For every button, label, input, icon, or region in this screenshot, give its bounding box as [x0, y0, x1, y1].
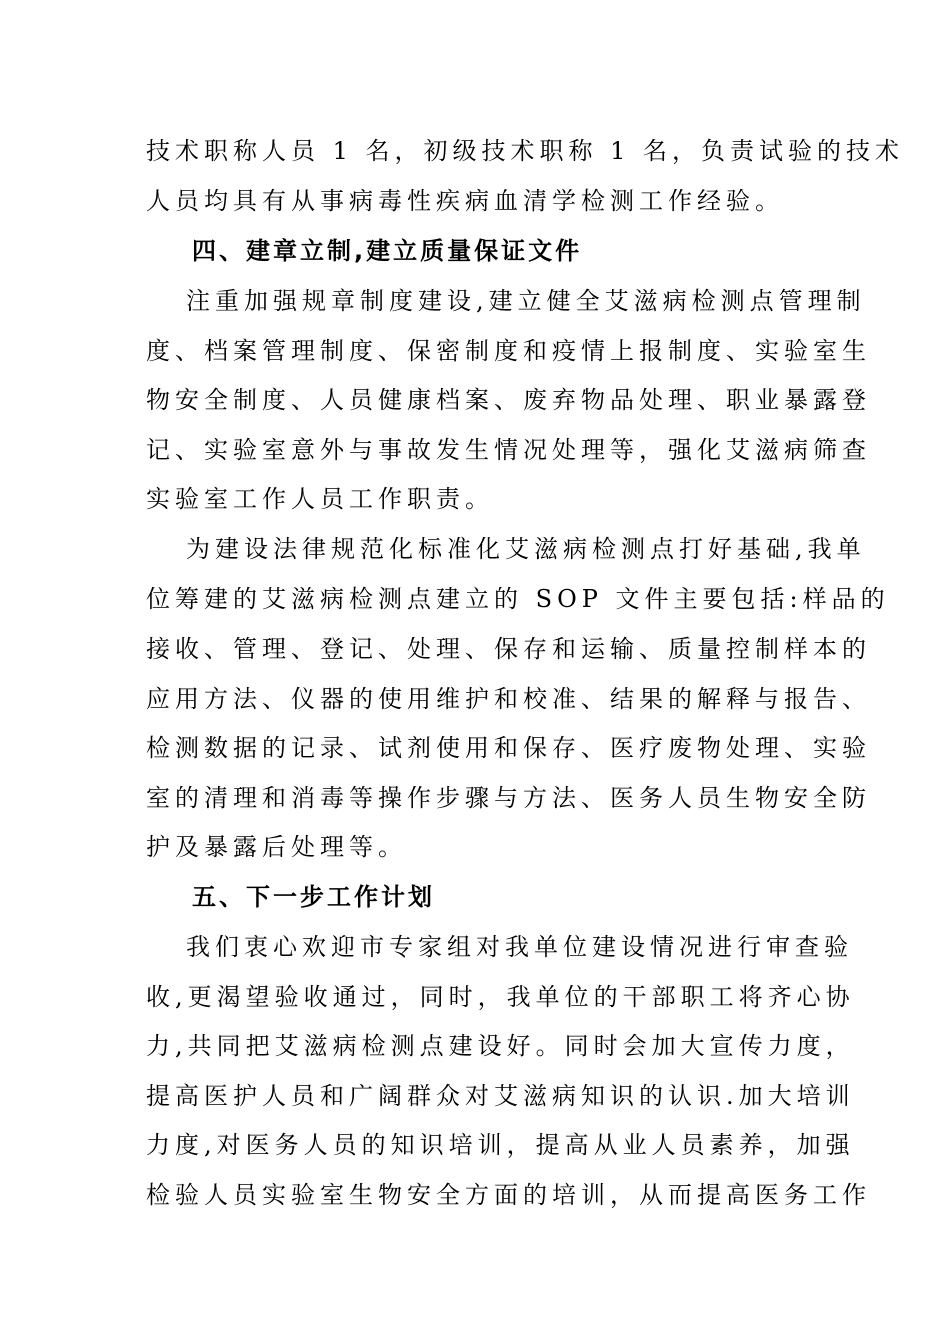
- paragraph-2-line-5: 实验室工作人员工作职责。: [146, 485, 494, 513]
- paragraph-3-line-1: 为建设法律规范化标准化艾滋病检测点打好基础,我单: [186, 535, 866, 563]
- paragraph-2-line-2: 度、档案管理制度、保密制度和疫情上报制度、实验室生: [146, 337, 871, 365]
- section-heading-5: 五、下一步工作计划: [192, 883, 435, 911]
- paragraph-3-line-7: 护及暴露后处理等。: [146, 833, 407, 861]
- paragraph-4-line-5: 力度,对医务人员的知识培训，提高从业人员素养，加强: [146, 1131, 855, 1159]
- paragraph-3-line-2: 位筹建的艾滋病检测点建立的 SOP 文件主要包括:样品的: [146, 585, 890, 613]
- paragraph-1-line-2: 人员均具有从事病毒性疾病血清学检测工作经验。: [146, 187, 784, 215]
- paragraph-3-line-6: 室的清理和消毒等操作步骤与方法、医务人员生物安全防: [146, 784, 871, 812]
- section-heading-4: 四、建章立制,建立质量保证文件: [192, 237, 583, 265]
- paragraph-2-line-4: 记、实验室意外与事故发生情况处理等，强化艾滋病筛查: [146, 436, 871, 464]
- paragraph-4-line-6: 检验人员实验室生物安全方面的培训，从而提高医务工作: [146, 1181, 871, 1209]
- paragraph-2-line-3: 物安全制度、人员健康档案、废弃物品处理、职业暴露登: [146, 386, 871, 414]
- paragraph-3-line-4: 应用方法、仪器的使用维护和校准、结果的解释与报告、: [146, 685, 871, 713]
- paragraph-2-line-1: 注重加强规章制度建设,建立健全艾滋病检测点管理制: [186, 287, 866, 315]
- paragraph-4-line-2: 收,更渴望验收通过，同时，我单位的干部职工将齐心协: [146, 983, 855, 1011]
- paragraph-1-line-1: 技术职称人员 1 名，初级技术职称 1 名，负责试验的技术: [146, 137, 905, 165]
- paragraph-4-line-4: 提高医护人员和广阔群众对艾滋病知识的认识.加大培训: [146, 1082, 855, 1110]
- paragraph-3-line-5: 检测数据的记录、试剂使用和保存、医疗废物处理、实验: [146, 734, 871, 762]
- paragraph-4-line-3: 力,共同把艾滋病检测点建设好。同时会加大宣传力度，: [146, 1032, 855, 1060]
- paragraph-3-line-3: 接收、管理、登记、处理、保存和运输、质量控制样本的: [146, 635, 871, 663]
- paragraph-4-line-1: 我们衷心欢迎市专家组对我单位建设情况进行审查验: [186, 933, 853, 961]
